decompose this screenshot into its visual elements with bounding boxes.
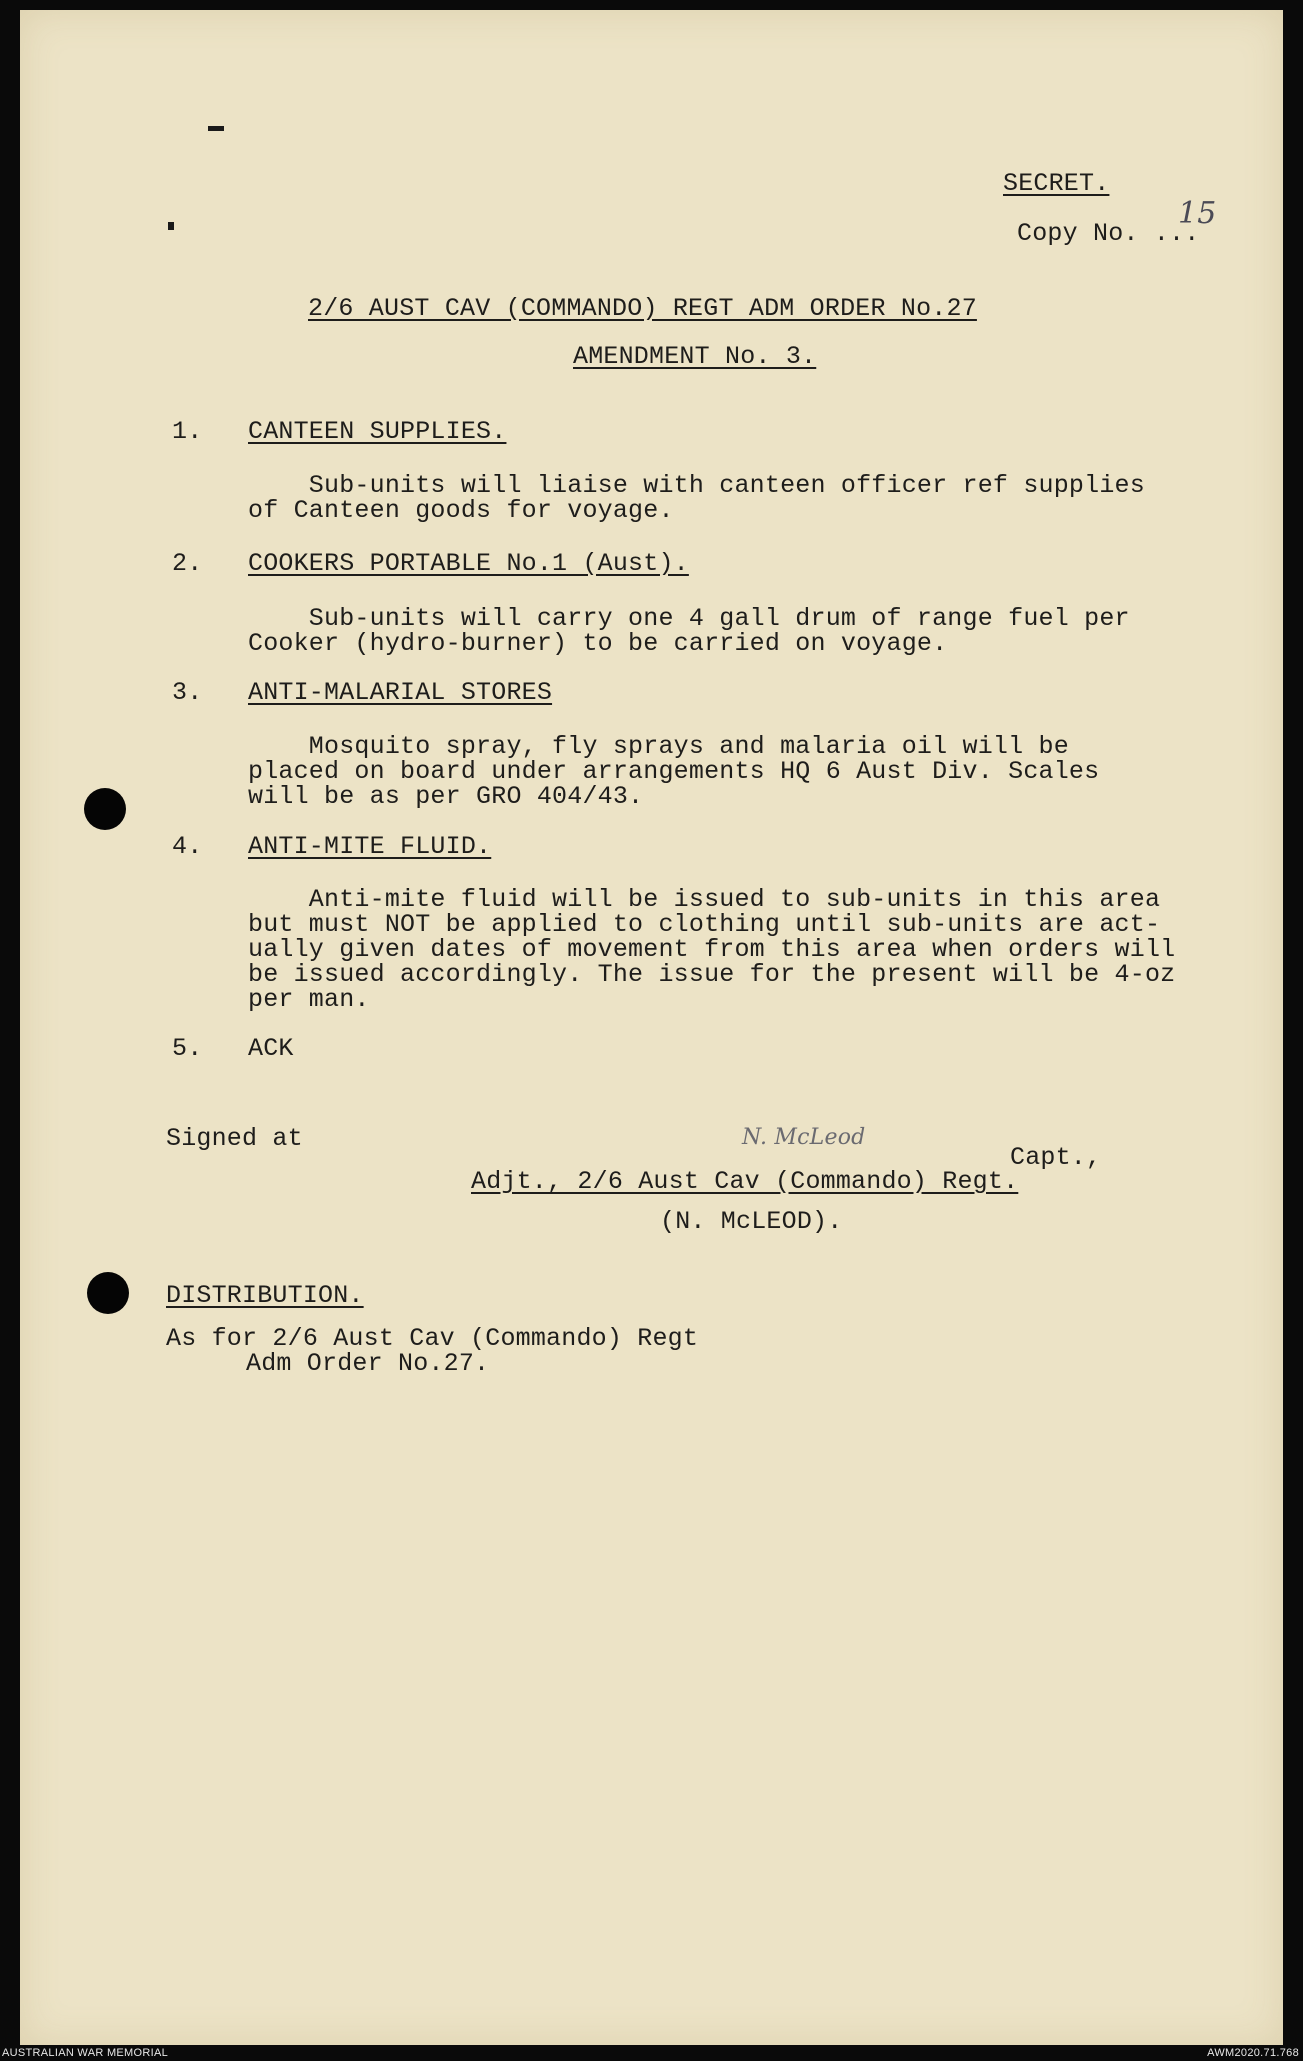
signed-at-label: Signed at: [166, 1124, 303, 1153]
item-number: 1.: [172, 417, 203, 446]
item-body-line: but must NOT be applied to clothing until sub-units are act-: [248, 910, 1161, 939]
item-heading: COOKERS PORTABLE No.1 (Aust).: [248, 549, 689, 578]
ink-mark: [208, 126, 224, 131]
item-body-line: ually given dates of movement from this area when orders will: [248, 935, 1176, 964]
item-body-line: Mosquito spray, fly sprays and malaria oil will be: [248, 732, 1069, 761]
item-body-line: of Canteen goods for voyage.: [248, 496, 674, 525]
handwritten-signature: N. McLeod: [742, 1125, 866, 1150]
item-number: 2.: [172, 549, 203, 578]
archive-credit: AUSTRALIAN WAR MEMORIAL: [2, 2047, 169, 2059]
item-body-line: be issued accordingly. The issue for the present will be 4-oz: [248, 960, 1176, 989]
amendment-title: AMENDMENT No. 3.: [573, 342, 817, 371]
ink-mark: [168, 222, 174, 230]
item-body-line: Anti-mite fluid will be issued to sub-units in this area: [248, 885, 1161, 914]
signatory-name: (N. McLEOD).: [660, 1207, 843, 1236]
item-heading: CANTEEN SUPPLIES.: [248, 417, 507, 446]
punch-hole: [84, 788, 126, 830]
archive-reference: AWM2020.71.768: [1207, 2047, 1299, 2059]
item-body-line: Sub-units will carry one 4 gall drum of range fuel per: [248, 604, 1130, 633]
classification-label: SECRET.: [1003, 169, 1110, 198]
item-number: 5.: [172, 1034, 203, 1063]
rank-label: Capt.,: [1010, 1143, 1102, 1172]
distribution-heading: DISTRIBUTION.: [166, 1281, 364, 1310]
distribution-line: Adm Order No.27.: [246, 1349, 490, 1378]
item-heading: ANTI-MALARIAL STORES: [248, 678, 553, 707]
item-body-line: per man.: [248, 985, 370, 1014]
item-number: 3.: [172, 678, 203, 707]
item-number: 4.: [172, 832, 203, 861]
adjutant-line: Adjt., 2/6 Aust Cav (Commando) Regt.: [471, 1167, 1019, 1196]
item-heading: ACK: [248, 1034, 294, 1063]
document-page: [20, 10, 1283, 2045]
item-body-line: will be as per GRO 404/43.: [248, 782, 644, 811]
item-heading: ANTI-MITE FLUID.: [248, 832, 492, 861]
copy-number-label: Copy No. ...: [1017, 219, 1200, 248]
punch-hole: [87, 1272, 129, 1314]
distribution-line: As for 2/6 Aust Cav (Commando) Regt: [166, 1324, 699, 1353]
order-title: 2/6 AUST CAV (COMMANDO) REGT ADM ORDER No.27: [308, 294, 977, 323]
item-body-line: placed on board under arrangements HQ 6 Aust Div. Scales: [248, 757, 1100, 786]
copy-number-handwritten: 15: [1178, 196, 1217, 231]
item-body-line: Sub-units will liaise with canteen officer ref supplies: [248, 471, 1145, 500]
item-body-line: Cooker (hydro-burner) to be carried on voyage.: [248, 629, 948, 658]
